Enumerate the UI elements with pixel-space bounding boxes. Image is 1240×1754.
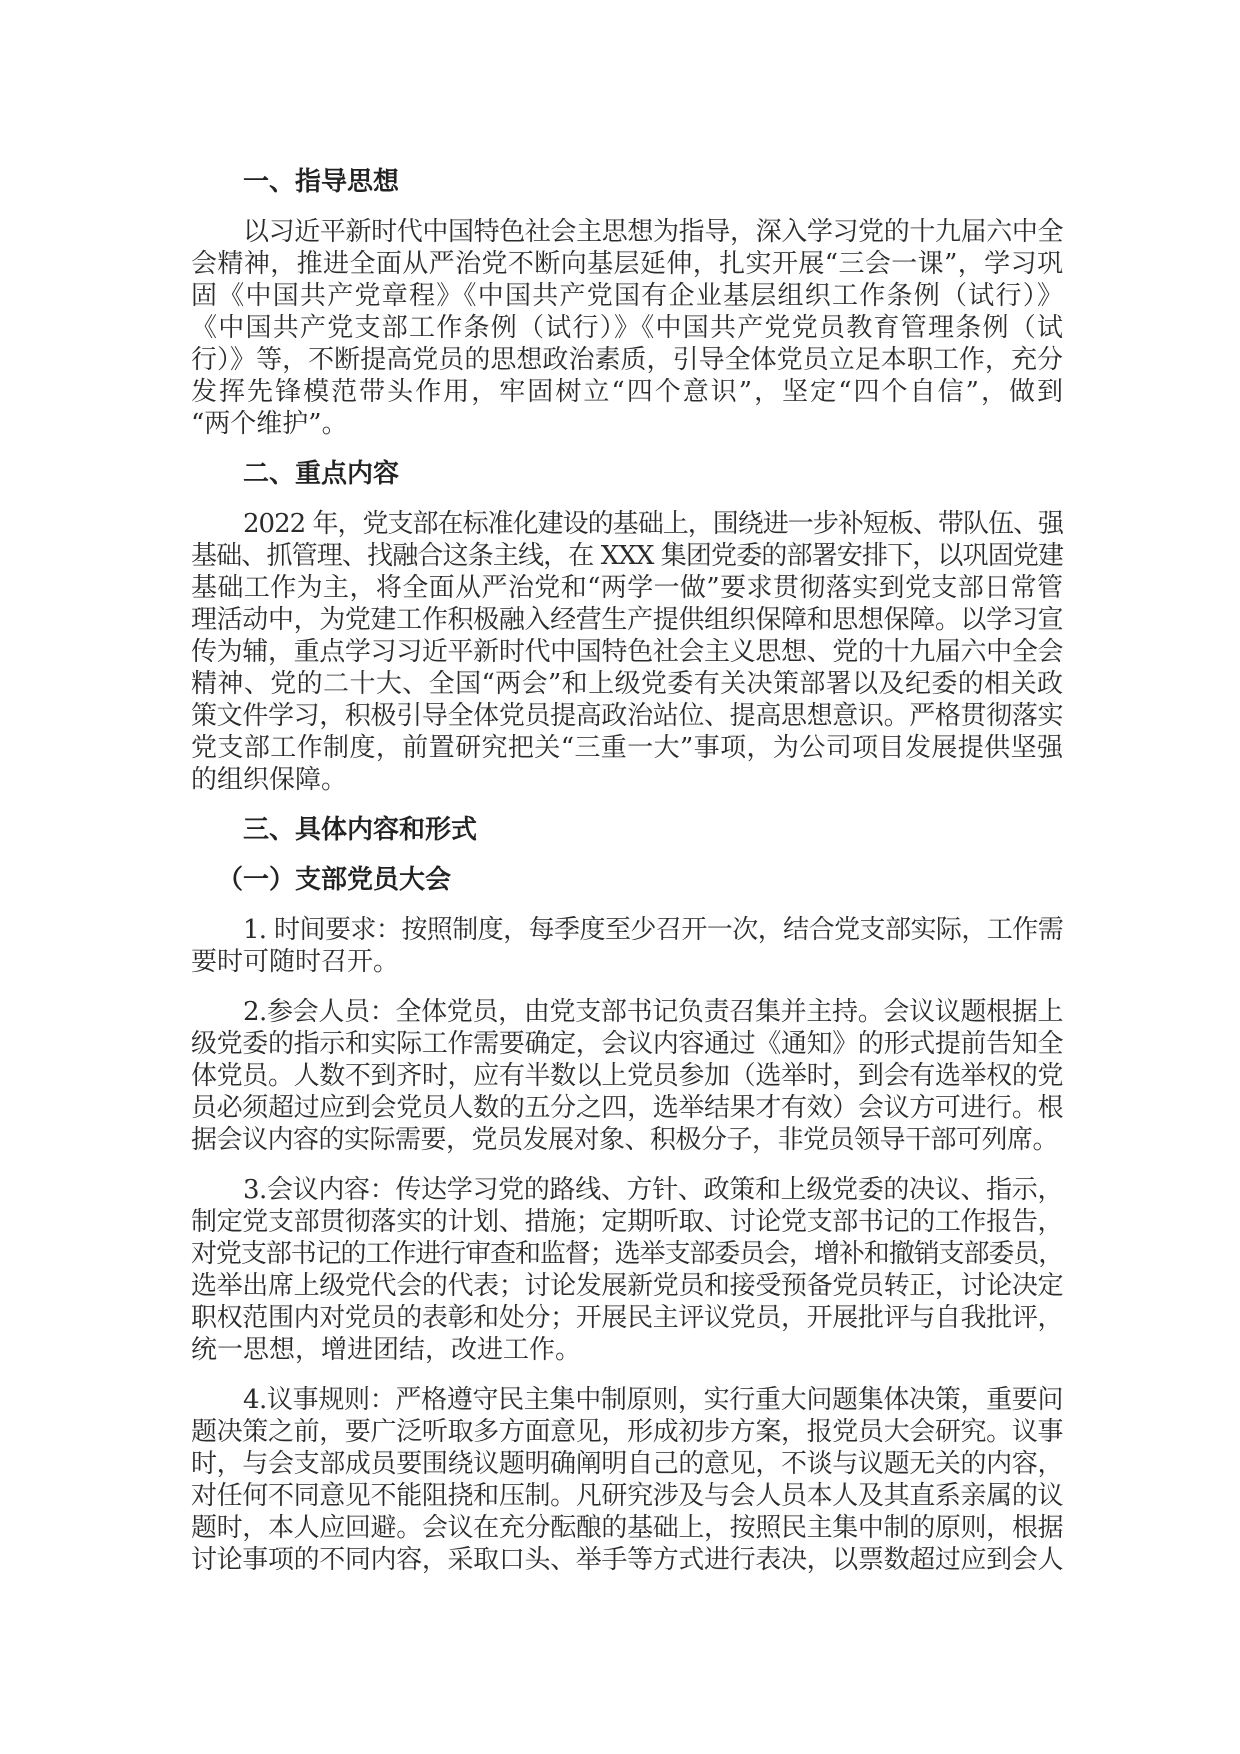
text-line: 讨论事项的不同内容，采取口头、举手等方式进行表决，以票数超过应到会人	[191, 1545, 1063, 1575]
text-line: 的组织保障。	[191, 765, 348, 795]
text-line: 要时可随时召开。	[191, 947, 400, 977]
text-line: 党支部工作制度，前置研究把关“三重一大”事项，为公司项目发展提供坚强	[191, 733, 1063, 763]
text-line: 《中国共产党支部工作条例（试行）》《中国共产党党员教育管理条例（试	[191, 313, 1063, 343]
text-line: 2022 年，党支部在标准化建设的基础上，围绕进一步补短板、带队伍、强	[243, 509, 1063, 539]
text-line: 选举出席上级党代会的代表；讨论发展新党员和接受预备党员转正，讨论决定	[191, 1271, 1063, 1301]
text-line: 统一思想，增进团结，改进工作。	[191, 1335, 582, 1365]
text-line: 1. 时间要求：按照制度，每季度至少召开一次，结合党支部实际，工作需	[243, 915, 1063, 945]
text-line: 一、指导思想	[243, 167, 400, 197]
section-heading	[191, 458, 1063, 490]
text-line: 理活动中，为党建工作积极融入经营生产提供组织保障和思想保障。以学习宣	[191, 605, 1063, 635]
text-line: 题决策之前，要广泛听取多方面意见，形成初步方案，报党员大会研究。议事	[191, 1417, 1063, 1447]
paragraph	[191, 216, 1063, 440]
text-line: 2.参会人员：全体党员，由党支部书记负责召集并主持。会议议题根据上	[243, 997, 1063, 1027]
text-line: 行）》等，不断提高党员的思想政治素质，引导全体党员立足本职工作，充分	[191, 345, 1063, 375]
text-line: 对任何不同意见不能阻挠和压制。凡研究涉及与会人员本人及其直系亲属的议	[191, 1481, 1063, 1511]
text-line: 员必须超过应到会党员人数的五分之四，选举结果才有效）会议方可进行。根	[191, 1093, 1063, 1123]
subsection-heading	[191, 864, 1063, 896]
text-line: 传为辅，重点学习习近平新时代中国特色社会主义思想、党的十九届六中全会	[191, 637, 1063, 667]
paragraph	[191, 1174, 1063, 1366]
text-line: 3.会议内容：传达学习党的路线、方针、政策和上级党委的决议、指示，	[243, 1175, 1063, 1205]
paragraph	[191, 1384, 1063, 1576]
text-line: 级党委的指示和实际工作需要确定，会议内容通过《通知》的形式提前告知全	[191, 1029, 1063, 1059]
text-line: 体党员。人数不到齐时，应有半数以上党员参加（选举时，到会有选举权的党	[191, 1061, 1063, 1091]
text-line: 4.议事规则：严格遵守民主集中制原则，实行重大问题集体决策，重要问	[243, 1385, 1063, 1415]
paragraph	[191, 914, 1063, 978]
text-line: 基础、抓管理、找融合这条主线，在 XXX 集团党委的部署安排下，以巩固党建	[191, 541, 1063, 571]
text-line: 据会议内容的实际需要，党员发展对象、积极分子，非党员领导干部可列席。	[191, 1125, 1059, 1155]
text-line: 基础工作为主，将全面从严治党和“两学一做”要求贯彻落实到党支部日常管	[191, 573, 1063, 603]
paragraph	[191, 508, 1063, 796]
text-line: 策文件学习，积极引导全体党员提高政治站位、提高思想意识。严格贯彻落实	[191, 701, 1063, 731]
text-line: 制定党支部贯彻落实的计划、措施；定期听取、讨论党支部书记的工作报告，	[191, 1207, 1063, 1237]
text-line: （一）支部党员大会	[217, 865, 452, 895]
text-line: 三、具体内容和形式	[243, 815, 478, 845]
text-line: 以习近平新时代中国特色社会主思想为指导，深入学习党的十九届六中全	[243, 217, 1063, 247]
text-line: 对党支部书记的工作进行审查和监督；选举支部委员会，增补和撤销支部委员，	[191, 1239, 1063, 1269]
text-line: “两个维护”。	[191, 409, 348, 439]
document-page	[191, 166, 1063, 1594]
text-line: 职权范围内对党员的表彰和处分；开展民主评议党员，开展批评与自我批评，	[191, 1303, 1063, 1333]
paragraph	[191, 996, 1063, 1156]
text-line: 二、重点内容	[243, 459, 400, 489]
text-line: 发挥先锋模范带头作用，牢固树立“四个意识”，坚定“四个自信”，做到	[191, 377, 1063, 407]
section-heading	[191, 814, 1063, 846]
text-line: 题时，本人应回避。会议在充分酝酿的基础上，按照民主集中制的原则，根据	[191, 1513, 1063, 1543]
text-line: 固《中国共产党章程》《中国共产党国有企业基层组织工作条例（试行）》	[191, 281, 1063, 311]
text-line: 时，与会支部成员要围绕议题明确阐明自己的意见，不谈与议题无关的内容，	[191, 1449, 1063, 1479]
section-heading	[191, 166, 1063, 198]
text-line: 精神、党的二十大、全国“两会”和上级党委有关决策部署以及纪委的相关政	[191, 669, 1063, 699]
text-line: 会精神，推进全面从严治党不断向基层延伸，扎实开展“三会一课”，学习巩	[191, 249, 1063, 279]
